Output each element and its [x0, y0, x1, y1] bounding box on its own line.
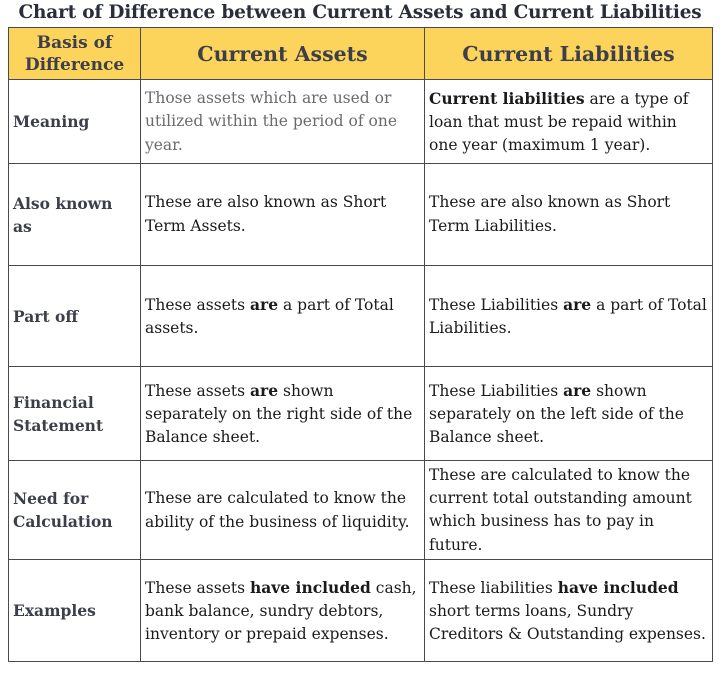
- row-basis: Also known as: [9, 164, 141, 266]
- table-row: [9, 164, 713, 266]
- page-title: Chart of Difference between Current Assets and Current Liabilities: [18, 2, 702, 23]
- liabilities-cell: These are also known as Short Term Liabilities.: [425, 164, 713, 266]
- table-row: [9, 266, 713, 367]
- header-current-liabilities: Current Liabilities: [425, 28, 713, 80]
- liabilities-cell: Current liabilities are a type of loan that must be repaid within one year (maximum 1 year).: [425, 80, 713, 164]
- row-basis: Part off: [9, 266, 141, 367]
- table-row: [9, 560, 713, 662]
- assets-cell: These are also known as Short Term Assets.: [141, 164, 425, 266]
- table-row: [9, 80, 713, 164]
- row-basis: Meaning: [9, 80, 141, 164]
- row-basis: Need for Calculation: [9, 461, 141, 560]
- table-row: [9, 367, 713, 461]
- header-current-assets: Current Assets: [141, 28, 425, 80]
- row-basis: Financial Statement: [9, 367, 141, 461]
- assets-cell: These assets have included cash, bank balance, sundry debtors, inventory or prepaid expenses.: [141, 560, 425, 662]
- assets-cell: These are calculated to know the ability of the business of liquidity.: [141, 461, 425, 560]
- assets-cell: These assets are a part of Total assets.: [141, 266, 425, 367]
- liabilities-cell: These Liabilities are shown separately on the left side of the Balance sheet.: [425, 367, 713, 461]
- table-row: [9, 461, 713, 560]
- assets-cell: These assets are shown separately on the right side of the Balance sheet.: [141, 367, 425, 461]
- header-basis: Basis of Difference: [9, 28, 141, 80]
- assets-cell: Those assets which are used or utilized within the period of one year.: [141, 80, 425, 164]
- liabilities-cell: These are calculated to know the current total outstanding amount which business has to pay in future.: [425, 461, 713, 560]
- row-basis: Examples: [9, 560, 141, 662]
- comparison-table: [8, 27, 713, 662]
- liabilities-cell: These liabilities have included short terms loans, Sundry Creditors & Outstanding expenses.: [425, 560, 713, 662]
- header-row: [9, 28, 713, 80]
- liabilities-cell: These Liabilities are a part of Total Liabilities.: [425, 266, 713, 367]
